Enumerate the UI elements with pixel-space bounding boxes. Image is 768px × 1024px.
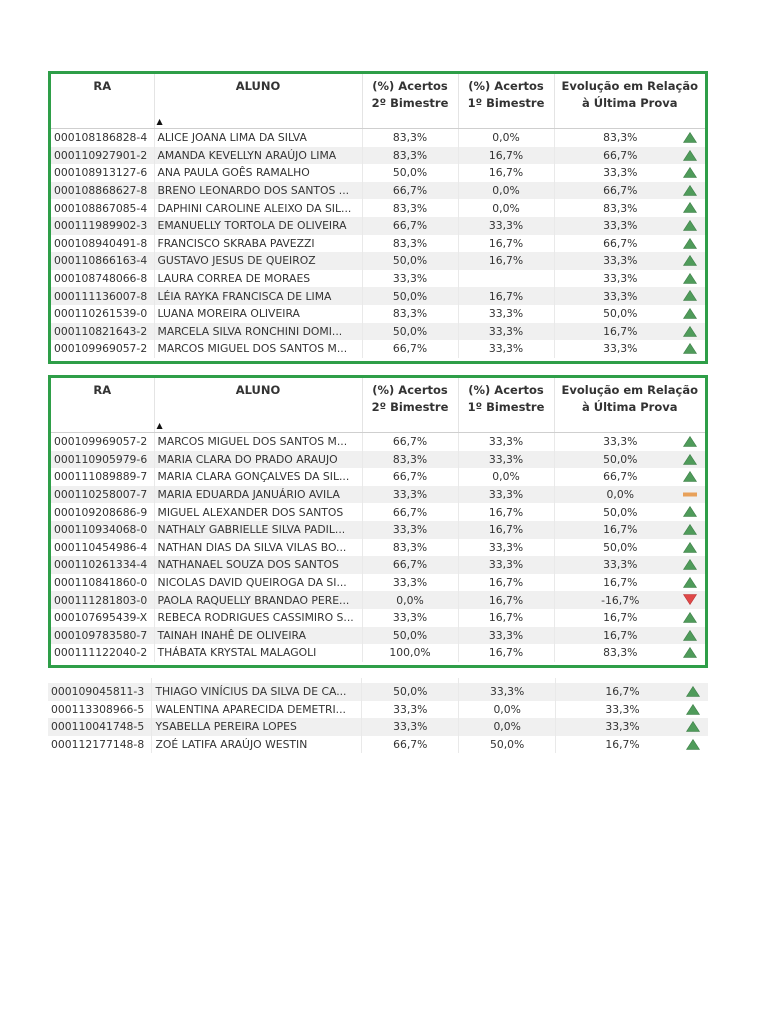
grades-table: [51, 74, 705, 358]
trend-up-icon: [683, 220, 697, 231]
cell-ra: 000111122040-2: [51, 644, 154, 662]
cell-acertos-2: 66,7%: [362, 468, 458, 486]
cell-aluno: MARIA EDUARDA JANUÁRIO AVILA: [154, 486, 362, 504]
cell-ra: 000111281803-0: [51, 591, 154, 609]
trend-up-icon: [683, 150, 697, 161]
table-row[interactable]: [51, 323, 705, 341]
cell-acertos-1: 16,7%: [458, 287, 554, 305]
cell-aluno: MARIA CLARA DO PRADO ARAUJO: [154, 451, 362, 469]
cell-evolucao: 16,7%: [554, 323, 705, 341]
grades-table: [51, 378, 705, 662]
cell-aluno: LUANA MOREIRA OLIVEIRA: [154, 305, 362, 323]
table-row[interactable]: [48, 718, 708, 736]
cell-acertos-1: 50,0%: [459, 736, 556, 754]
header-acertos-1-bimestre[interactable]: (%) Acertos 1º Bimestre: [458, 378, 554, 433]
table-row[interactable]: [51, 182, 705, 200]
trend-up-icon: [683, 542, 697, 553]
cell-aluno: LAURA CORREA DE MORAES: [154, 270, 362, 288]
cell-acertos-2: 33,3%: [362, 270, 458, 288]
trend-up-icon: [686, 704, 700, 715]
table-panel-3: [48, 678, 708, 762]
cell-evolucao: 33,3%: [554, 433, 705, 451]
header-evolucao[interactable]: Evolução em Relação à Última Prova: [554, 378, 705, 433]
table-row[interactable]: [51, 270, 705, 288]
cell-ra: 000110905979-6: [51, 451, 154, 469]
cell-acertos-1: 0,0%: [458, 182, 554, 200]
sort-ascending-icon: ▲: [156, 421, 163, 430]
cell-acertos-2: 66,7%: [362, 556, 458, 574]
cell-evolucao: 83,3%: [554, 199, 705, 217]
cell-aluno: FRANCISCO SKRABA PAVEZZI: [154, 235, 362, 253]
header-ra[interactable]: RA: [51, 74, 154, 129]
table-row[interactable]: [51, 305, 705, 323]
table-row[interactable]: [51, 217, 705, 235]
cell-evolucao: 66,7%: [554, 235, 705, 253]
cell-evolucao: 33,3%: [554, 340, 705, 358]
table-row[interactable]: [51, 644, 705, 662]
cell-acertos-2: 83,3%: [362, 199, 458, 217]
trend-up-icon: [683, 202, 697, 213]
table-row[interactable]: [51, 252, 705, 270]
cell-ra: 000108868627-8: [51, 182, 154, 200]
cell-acertos-1: 33,3%: [458, 627, 554, 645]
cell-acertos-1: 16,7%: [458, 644, 554, 662]
table-header-row: [51, 74, 705, 129]
cell-evolucao: 66,7%: [554, 182, 705, 200]
cell-aluno: NATHAN DIAS DA SILVA VILAS BO...: [154, 539, 362, 557]
trend-up-icon: [686, 686, 700, 697]
trend-up-icon: [686, 721, 700, 732]
cell-aluno: MARCOS MIGUEL DOS SANTOS M...: [154, 433, 362, 451]
cell-ra: 000109969057-2: [51, 433, 154, 451]
cell-ra: 000108867085-4: [51, 199, 154, 217]
table-row[interactable]: [51, 627, 705, 645]
cell-evolucao: 16,7%: [554, 574, 705, 592]
cell-acertos-2: 50,0%: [362, 252, 458, 270]
cell-acertos-2: 33,3%: [362, 609, 458, 627]
table-row[interactable]: [51, 609, 705, 627]
header-evolucao[interactable]: Evolução em Relação à Última Prova: [554, 74, 705, 129]
cell-acertos-2: 0,0%: [362, 591, 458, 609]
cell-evolucao: 16,7%: [554, 521, 705, 539]
cell-evolucao: 83,3%: [554, 644, 705, 662]
cell-acertos-1: 33,3%: [458, 539, 554, 557]
table-panel-1: [48, 71, 708, 364]
cell-aluno: NATHALY GABRIELLE SILVA PADIL...: [154, 521, 362, 539]
cell-aluno: THÁBATA KRYSTAL MALAGOLI: [154, 644, 362, 662]
cell-evolucao: 33,3%: [554, 164, 705, 182]
trend-up-icon: [683, 612, 697, 623]
cell-acertos-2: 50,0%: [362, 323, 458, 341]
cell-ra: 000111136007-8: [51, 287, 154, 305]
table-row[interactable]: [51, 129, 705, 147]
header-ra[interactable]: RA: [51, 378, 154, 433]
header-acertos-2-bimestre[interactable]: (%) Acertos 2º Bimestre: [362, 74, 458, 129]
cell-aluno: LÉIA RAYKA FRANCISCA DE LIMA: [154, 287, 362, 305]
trend-up-icon: [683, 454, 697, 465]
cell-ra: 000109969057-2: [51, 340, 154, 358]
table-panel-2: [48, 375, 708, 668]
cell-ra: 000108186828-4: [51, 129, 154, 147]
cell-acertos-2: 83,3%: [362, 147, 458, 165]
cell-acertos-2: 83,3%: [362, 235, 458, 253]
cell-aluno: WALENTINA APARECIDA DEMETRI...: [152, 701, 362, 719]
cell-aluno: THIAGO VINÍCIUS DA SILVA DE CA...: [152, 683, 362, 701]
cell-acertos-2: 33,3%: [362, 574, 458, 592]
trend-up-icon: [683, 308, 697, 319]
cell-acertos-2: 66,7%: [362, 736, 459, 754]
trend-up-icon: [683, 506, 697, 517]
trend-up-icon: [686, 739, 700, 750]
cell-evolucao: 33,3%: [554, 556, 705, 574]
cell-acertos-1: 16,7%: [458, 252, 554, 270]
cell-acertos-1: 33,3%: [458, 556, 554, 574]
cell-acertos-1: 33,3%: [458, 486, 554, 504]
cell-acertos-2: 66,7%: [362, 340, 458, 358]
cell-ra: 000109208686-9: [51, 503, 154, 521]
table-row[interactable]: [51, 591, 705, 609]
header-acertos-2-bimestre[interactable]: (%) Acertos 2º Bimestre: [362, 378, 458, 433]
cell-acertos-1: 16,7%: [458, 147, 554, 165]
cell-ra: 000112177148-8: [48, 736, 152, 754]
cell-evolucao: 0,0%: [554, 486, 705, 504]
table-row[interactable]: [51, 147, 705, 165]
cell-acertos-2: 50,0%: [362, 627, 458, 645]
cell-ra: 000110866163-4: [51, 252, 154, 270]
cell-evolucao: 66,7%: [554, 147, 705, 165]
cell-evolucao: 50,0%: [554, 539, 705, 557]
table-row[interactable]: [51, 164, 705, 182]
cell-acertos-1: 16,7%: [458, 574, 554, 592]
cell-acertos-1: [458, 270, 554, 288]
cell-acertos-2: 33,3%: [362, 486, 458, 504]
cell-acertos-1: 16,7%: [458, 164, 554, 182]
cell-aluno: MARIA CLARA GONÇALVES DA SIL...: [154, 468, 362, 486]
cell-aluno: BRENO LEONARDO DOS SANTOS ...: [154, 182, 362, 200]
cell-acertos-2: 33,3%: [362, 521, 458, 539]
cell-aluno: MARCELA SILVA RONCHINI DOMI...: [154, 323, 362, 341]
cell-ra: 000110261539-0: [51, 305, 154, 323]
cell-ra: 000110934068-0: [51, 521, 154, 539]
cell-acertos-1: 0,0%: [459, 701, 556, 719]
trend-up-icon: [683, 630, 697, 641]
table-row[interactable]: [51, 235, 705, 253]
cell-acertos-1: 33,3%: [458, 323, 554, 341]
trend-up-icon: [683, 559, 697, 570]
cell-aluno: AMANDA KEVELLYN ARAÚJO LIMA: [154, 147, 362, 165]
cell-acertos-1: 33,3%: [458, 451, 554, 469]
trend-up-icon: [683, 524, 697, 535]
cell-evolucao: 33,3%: [554, 252, 705, 270]
cell-evolucao: 33,3%: [556, 718, 708, 736]
cell-evolucao: -16,7%: [554, 591, 705, 609]
table-row[interactable]: [51, 539, 705, 557]
table-row[interactable]: [51, 451, 705, 469]
cell-acertos-1: 16,7%: [458, 609, 554, 627]
trend-up-icon: [683, 577, 697, 588]
trend-down-icon: [683, 594, 697, 605]
table-row[interactable]: [51, 433, 705, 451]
cell-evolucao: 16,7%: [554, 609, 705, 627]
cell-aluno: PAOLA RAQUELLY BRANDAO PERE...: [154, 591, 362, 609]
cell-acertos-1: 33,3%: [458, 217, 554, 235]
header-aluno[interactable]: ALUNO ▲: [154, 378, 362, 433]
table-header-row: [51, 378, 705, 433]
cell-aluno: ANA PAULA GOÊS RAMALHO: [154, 164, 362, 182]
cell-ra: 000113308966-5: [48, 701, 152, 719]
trend-up-icon: [683, 647, 697, 658]
cell-acertos-1: 0,0%: [458, 468, 554, 486]
cell-ra: 000110927901-2: [51, 147, 154, 165]
header-acertos-1-bimestre[interactable]: (%) Acertos 1º Bimestre: [458, 74, 554, 129]
cell-evolucao: 50,0%: [554, 451, 705, 469]
table-row[interactable]: [51, 287, 705, 305]
cell-acertos-1: 16,7%: [458, 503, 554, 521]
cell-evolucao: 83,3%: [554, 129, 705, 147]
trend-up-icon: [683, 255, 697, 266]
trend-up-icon: [683, 132, 697, 143]
cell-acertos-1: 16,7%: [458, 591, 554, 609]
table-row[interactable]: [51, 199, 705, 217]
cell-acertos-2: 50,0%: [362, 683, 459, 701]
trend-up-icon: [683, 290, 697, 301]
cell-ra: 000107695439-X: [51, 609, 154, 627]
cell-ra: 000108748066-8: [51, 270, 154, 288]
cell-acertos-2: 83,3%: [362, 451, 458, 469]
cell-acertos-1: 16,7%: [458, 235, 554, 253]
cell-ra: 000111089889-7: [51, 468, 154, 486]
cell-ra: 000111989902-3: [51, 217, 154, 235]
trend-up-icon: [683, 343, 697, 354]
cell-aluno: ZOÉ LATIFA ARAÚJO WESTIN: [152, 736, 362, 754]
cell-acertos-1: 16,7%: [458, 521, 554, 539]
cell-evolucao: 33,3%: [556, 701, 708, 719]
cell-aluno: EMANUELLY TORTOLA DE OLIVEIRA: [154, 217, 362, 235]
cell-acertos-2: 50,0%: [362, 164, 458, 182]
cell-aluno: YSABELLA PEREIRA LOPES: [152, 718, 362, 736]
cell-aluno: DAPHINI CAROLINE ALEIXO DA SIL...: [154, 199, 362, 217]
cell-evolucao: 16,7%: [556, 736, 708, 754]
cell-ra: 000108940491-8: [51, 235, 154, 253]
trend-neutral-icon: [683, 489, 697, 500]
table-row[interactable]: [51, 468, 705, 486]
table-row[interactable]: [51, 521, 705, 539]
cell-evolucao: 16,7%: [554, 627, 705, 645]
cell-acertos-2: 66,7%: [362, 182, 458, 200]
table-row[interactable]: [51, 340, 705, 358]
cell-aluno: NATHANAEL SOUZA DOS SANTOS: [154, 556, 362, 574]
cell-evolucao: 33,3%: [554, 217, 705, 235]
cell-aluno: TAINAH INAHÊ DE OLIVEIRA: [154, 627, 362, 645]
sort-ascending-icon: ▲: [156, 117, 163, 126]
trend-up-icon: [683, 326, 697, 337]
cell-acertos-2: 83,3%: [362, 305, 458, 323]
cell-acertos-1: 33,3%: [458, 433, 554, 451]
cell-acertos-2: 83,3%: [362, 129, 458, 147]
cell-acertos-2: 66,7%: [362, 503, 458, 521]
cell-ra: 000110258007-7: [51, 486, 154, 504]
cell-acertos-1: 33,3%: [459, 683, 556, 701]
trend-up-icon: [683, 238, 697, 249]
cell-aluno: NICOLAS DAVID QUEIROGA DA SI...: [154, 574, 362, 592]
cell-ra: 000108913127-6: [51, 164, 154, 182]
table-row[interactable]: [51, 556, 705, 574]
cell-ra: 000110454986-4: [51, 539, 154, 557]
cell-ra: 000109045811-3: [48, 683, 152, 701]
table-row[interactable]: [51, 574, 705, 592]
trend-up-icon: [683, 436, 697, 447]
cell-acertos-2: 83,3%: [362, 539, 458, 557]
cell-aluno: MARCOS MIGUEL DOS SANTOS M...: [154, 340, 362, 358]
cell-acertos-1: 0,0%: [458, 129, 554, 147]
cell-acertos-2: 50,0%: [362, 287, 458, 305]
table-row[interactable]: [51, 486, 705, 504]
grades-table: [48, 678, 708, 753]
trend-up-icon: [683, 471, 697, 482]
cell-aluno: MIGUEL ALEXANDER DOS SANTOS: [154, 503, 362, 521]
cell-ra: 000110821643-2: [51, 323, 154, 341]
table-row[interactable]: [48, 736, 708, 754]
cell-acertos-1: 0,0%: [458, 199, 554, 217]
table-row[interactable]: [48, 683, 708, 701]
cell-acertos-1: 33,3%: [458, 305, 554, 323]
cell-evolucao: 50,0%: [554, 305, 705, 323]
cell-aluno: ALICE JOANA LIMA DA SILVA: [154, 129, 362, 147]
cell-acertos-2: 66,7%: [362, 217, 458, 235]
cell-acertos-2: 100,0%: [362, 644, 458, 662]
cell-ra: 000110261334-4: [51, 556, 154, 574]
cell-ra: 000109783580-7: [51, 627, 154, 645]
cell-evolucao: 33,3%: [554, 287, 705, 305]
cell-acertos-1: 33,3%: [458, 340, 554, 358]
trend-up-icon: [683, 185, 697, 196]
cell-evolucao: 66,7%: [554, 468, 705, 486]
trend-up-icon: [683, 273, 697, 284]
cell-evolucao: 33,3%: [554, 270, 705, 288]
cell-ra: 000110841860-0: [51, 574, 154, 592]
table-row[interactable]: [48, 701, 708, 719]
header-aluno[interactable]: ALUNO ▲: [154, 74, 362, 129]
cell-aluno: REBECA RODRIGUES CASSIMIRO S...: [154, 609, 362, 627]
trend-up-icon: [683, 167, 697, 178]
cell-acertos-2: 33,3%: [362, 701, 459, 719]
cell-ra: 000110041748-5: [48, 718, 152, 736]
cell-acertos-2: 66,7%: [362, 433, 458, 451]
cell-evolucao: 50,0%: [554, 503, 705, 521]
cell-acertos-2: 33,3%: [362, 718, 459, 736]
cell-acertos-1: 0,0%: [459, 718, 556, 736]
table-row[interactable]: [51, 503, 705, 521]
cell-evolucao: 16,7%: [556, 683, 708, 701]
cell-aluno: GUSTAVO JESUS DE QUEIROZ: [154, 252, 362, 270]
